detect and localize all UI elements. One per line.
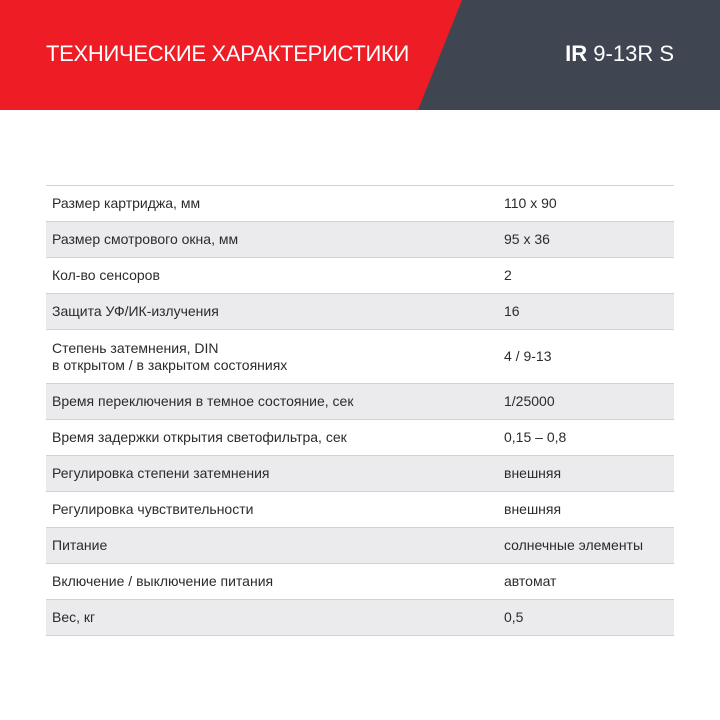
spec-label: Кол-во сенсоров	[52, 267, 160, 283]
spec-row-viewing-window	[46, 222, 674, 258]
spec-label: Регулировка чувствительности	[52, 501, 254, 517]
spec-label: Регулировка степени затемнения	[52, 465, 270, 481]
spec-value: 4 / 9-13	[504, 348, 552, 364]
spec-label: Защита УФ/ИК-излучения	[52, 303, 219, 319]
spec-value: 1/25000	[504, 393, 555, 409]
model-suffix: 9-13R S	[593, 41, 674, 66]
model-prefix: IR	[565, 41, 588, 66]
spec-label: Размер смотрового окна, мм	[52, 231, 239, 247]
spec-row-power-switching	[46, 564, 674, 600]
spec-value: автомат	[504, 573, 557, 589]
spec-label: Включение / выключение питания	[52, 573, 274, 589]
header-banner	[0, 0, 720, 110]
spec-row-shade-adjustment	[46, 456, 674, 492]
spec-row-sensors	[46, 258, 674, 294]
page-title: ТЕХНИЧЕСКИЕ ХАРАКТЕРИСТИКИ	[46, 41, 409, 66]
spec-label: Вес, кг	[52, 609, 96, 625]
specs-table	[46, 185, 674, 636]
spec-value: 95 х 36	[504, 231, 550, 247]
spec-row-sensitivity-adjustment	[46, 492, 674, 528]
spec-value: 0,15 – 0,8	[504, 429, 567, 445]
spec-value: 110 х 90	[504, 195, 557, 211]
spec-row-power-supply	[46, 528, 674, 564]
spec-label	[46, 340, 504, 374]
spec-label: Время задержки открытия светофильтра, сек	[52, 429, 347, 445]
spec-value: солнечные элементы	[504, 537, 644, 553]
spec-row-uv-ir-protection	[46, 294, 674, 330]
spec-row-weight	[46, 600, 674, 636]
spec-value: внешняя	[504, 501, 562, 517]
spec-label-line1: Степень затемнения, DIN	[52, 339, 219, 356]
spec-label: Размер картриджа, мм	[52, 195, 201, 211]
spec-row-delay-time	[46, 420, 674, 456]
spec-value: внешняя	[504, 465, 562, 481]
spec-label: Питание	[52, 537, 108, 553]
spec-row-shade-level	[46, 330, 674, 384]
spec-value: 0,5	[504, 609, 524, 625]
spec-value: 16	[504, 303, 520, 319]
spec-value: 2	[504, 267, 512, 283]
spec-row-cartridge-size	[46, 186, 674, 222]
spec-label-line2: в открытом / в закрытом состояниях	[52, 356, 288, 373]
spec-label: Время переключения в темное состояние, сек	[52, 393, 354, 409]
model-name	[565, 40, 674, 68]
spec-row-switching-time	[46, 384, 674, 420]
